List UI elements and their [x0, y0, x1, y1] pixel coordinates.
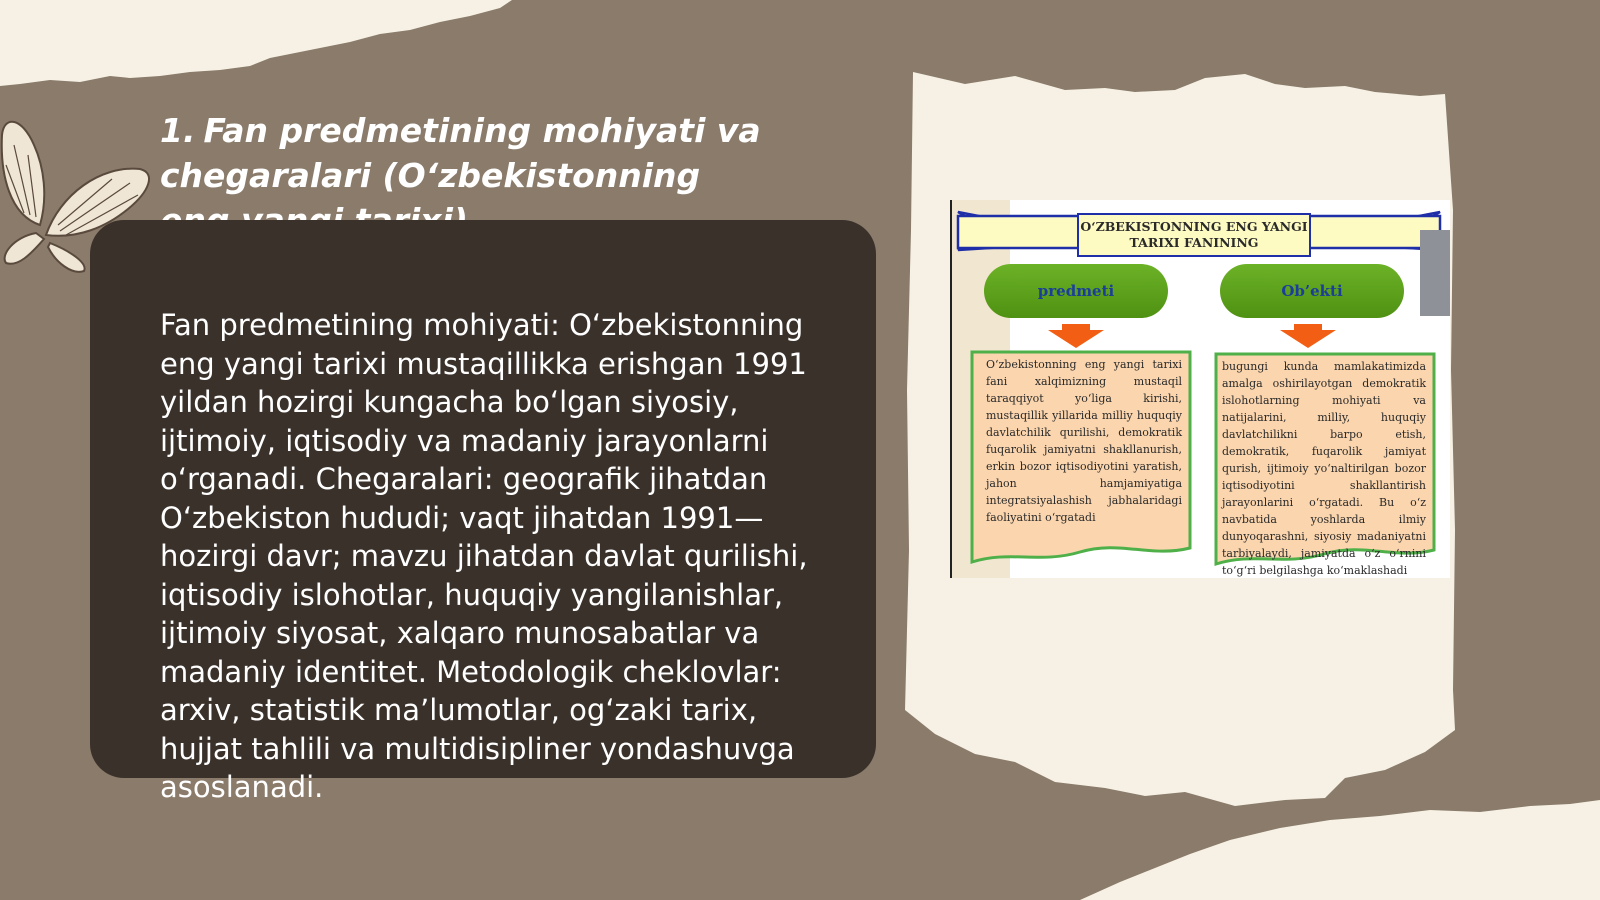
- arrow-down-icon: [1048, 324, 1104, 348]
- diagram-figure: [950, 200, 1450, 578]
- arrow-down-icon: [1280, 324, 1336, 348]
- pill-obekti: Ob’ekti: [1220, 264, 1404, 318]
- title-text: Fan predmetining mohiyati va chegaralari (O‘zbekistonning: [160, 111, 761, 195]
- torn-paper-top-left: [0, 0, 520, 100]
- left-column-text: O‘zbekistonning eng yangi tarixi fani xalqimizning mustaqil taraqqiyot yo‘liga kirishi, mustaqillik yillarida milliy huquqiy davlatchilik qurilishi, demokratik fuqarolik jamiyatni shakllanurish, erkin bozor iqtisodiyotini yaratish, jahon hamjamiyatiga integratsiyalashish jabhalaridagi faoliyatini o‘rgatadi: [986, 358, 1182, 524]
- body-text: Fan predmetining mohiyati: O‘zbekistonning eng yangi tarixi mustaqillikka erishgan 1991 yildan hozirgi kungacha bo‘lgan siyosiy, ijtimoiy, iqtisodiy va madaniy jarayonlarni o‘rganadi. Chegaralari: geografik jihatdan O‘zbekiston hududi; vaqt jihatdan 1991—hozirgi davr; mavzu jihatdan davlat qurilishi, iqtisodiy islohotlar, huquqiy yangilanishlar, ijtimoiy siyosat, xalqaro munosabatlar va madaniy identitet. Metodologik cheklovlar: arxiv, statistik ma’lumotlar, og‘zaki tarix, hujjat tahlili va multidisipliner yondashuvga asoslanadi.: [160, 308, 808, 804]
- title-number: 1.: [160, 111, 196, 150]
- right-column-text: bugungi kunda mamlakatimizda amalga oshirilayotgan demokratik islohotlarning mohiyati va natijalarini, milliy, huquqiy davlatchilikni barpo etish, demokratik, fuqarolik jamiyat qurish, ijtimoiy yo‘naltirilgan bozor iqtisodiyotini shakllantirish jarayonlarini o‘rgatadi. Bu o‘z navbatida yoshlarda ilmiy dunyoqarashni, siyosiy madaniyatni tarbiyalaydi, jamiyatda o‘z o‘rnini to‘g‘ri belgilashga ko‘maklashadi: [1222, 360, 1426, 577]
- diagram-banner-title: O‘ZBEKISTONNING ENG YANGI TARIXI FANINING: [1080, 219, 1308, 250]
- pill-predmeti: predmeti: [984, 264, 1168, 318]
